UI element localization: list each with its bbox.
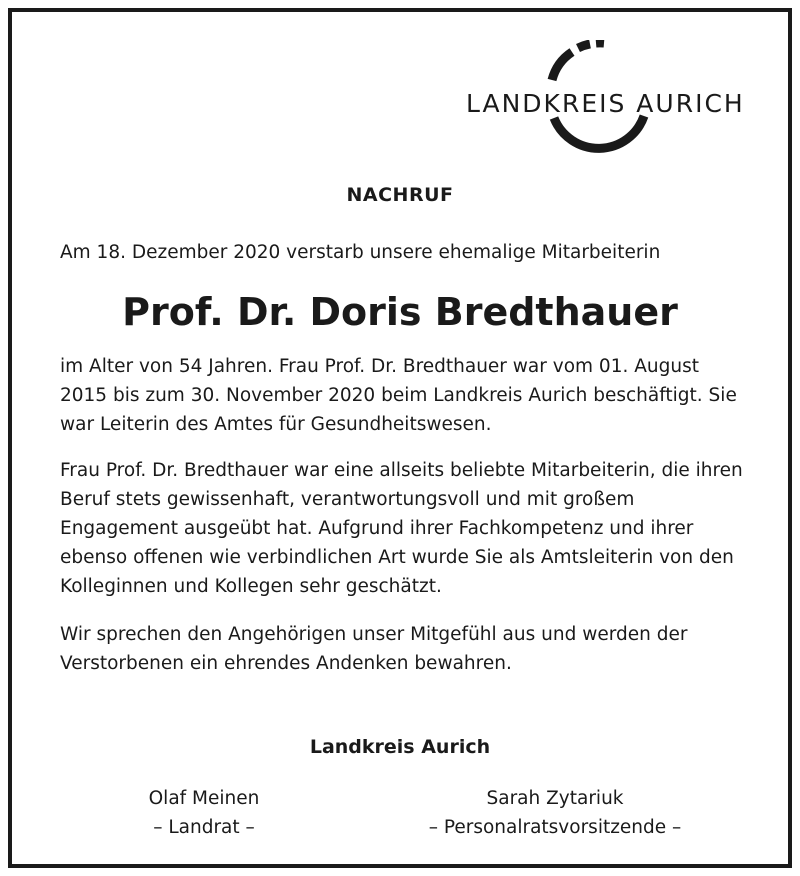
notice-intro: Am 18. Dezember 2020 verstarb unsere ehemalige Mitarbeiterin [60, 242, 661, 263]
signatory-role: – Landrat – [153, 817, 255, 838]
paragraph-appreciation: Frau Prof. Dr. Bredthauer war eine allseits beliebte Mitarbeiterin, die ihren Beruf stets gewissenhaft, verantwortungsvoll und mit großem Engagement ausgeübt hat. Aufgrund ihrer Fachkompetenz und ihrer ebenso offenen wie verbindlichen Art wurde Sie als Amtsleiterin von den Kolleginnen und Kollegen sehr geschätzt. [60, 460, 743, 597]
logo-arc-upper-1 [552, 52, 572, 80]
logo-arc-lower [554, 116, 644, 148]
signatory-right [390, 784, 720, 842]
logo-text: LANDKREIS AURICH [466, 89, 745, 118]
signatory-role: – Personalratsvorsitzende – [428, 817, 682, 838]
organization-name: Landkreis Aurich [309, 736, 491, 758]
signatory-left [104, 784, 304, 842]
paragraph-condolence: Wir sprechen den Angehörigen unser Mitgefühl aus und werden der Verstorbenen ein ehrendes Andenken bewahren. [60, 624, 688, 674]
signatory-name: Olaf Meinen [148, 788, 260, 809]
paragraph-biography: im Alter von 54 Jahren. Frau Prof. Dr. Bredthauer war vom 01. August 2015 bis zum 30. November 2020 beim Landkreis Aurich beschäftigt. Sie war Leiterin des Amtes für Gesundheitswesen. [60, 356, 737, 435]
deceased-name: Prof. Dr. Doris Bredthauer [122, 290, 678, 334]
logo-arc-upper-2 [578, 44, 590, 48]
notice-title: NACHRUF [346, 184, 454, 206]
landkreis-aurich-logo [466, 40, 756, 155]
signatory-name: Sarah Zytariuk [486, 788, 624, 809]
